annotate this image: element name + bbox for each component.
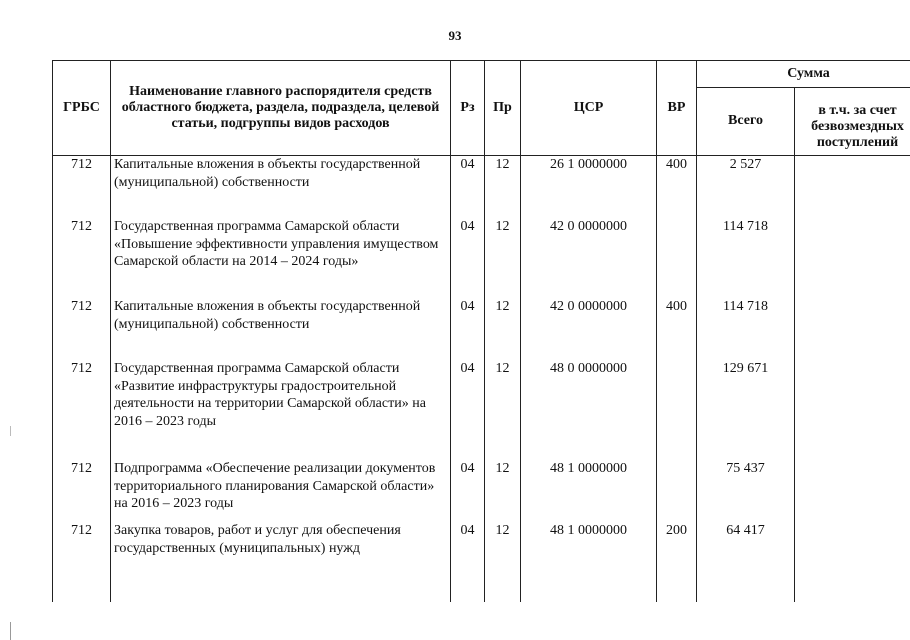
cell-rz: 04	[451, 218, 485, 298]
table-row	[53, 460, 910, 522]
table-header	[53, 61, 910, 156]
cell-free	[795, 360, 910, 460]
cell-vr: 400	[657, 156, 697, 219]
cell-csr: 48 0 0000000	[521, 360, 657, 460]
cell-pr: 12	[485, 460, 521, 522]
page-number: 93	[448, 28, 462, 43]
cell-grbs: 712	[53, 360, 111, 460]
cell-vr	[657, 360, 697, 460]
cell-free	[795, 298, 910, 360]
table-body	[53, 156, 910, 603]
cell-total: 114 718	[697, 218, 795, 298]
cell-grbs: 712	[53, 522, 111, 602]
header-rz: Рз	[451, 61, 485, 156]
cell-name: Государственная программа Самарской области «Повышение эффективности управления имуществом Самарской области на 2014 – 2024 годы»	[111, 218, 451, 298]
cell-vr: 400	[657, 298, 697, 360]
cell-pr: 12	[485, 156, 521, 219]
margin-mark	[10, 426, 11, 436]
cell-csr: 48 1 0000000	[521, 522, 657, 602]
table-row	[53, 522, 910, 602]
header-pr: Пр	[485, 61, 521, 156]
cell-name: Капитальные вложения в объекты государственной (муниципальной) собственности	[111, 298, 451, 360]
cell-csr: 42 0 0000000	[521, 298, 657, 360]
cell-csr: 48 1 0000000	[521, 460, 657, 522]
cell-total: 114 718	[697, 298, 795, 360]
cell-pr: 12	[485, 360, 521, 460]
cell-grbs: 712	[53, 156, 111, 219]
header-sum: Сумма	[697, 61, 910, 88]
cell-name: Государственная программа Самарской области «Развитие инфраструктуры градостроительной деятельности на территории Самарской области» на 2016 – 2023 годы	[111, 360, 451, 460]
cell-pr: 12	[485, 218, 521, 298]
cell-rz: 04	[451, 298, 485, 360]
cell-csr: 42 0 0000000	[521, 218, 657, 298]
margin-mark	[10, 622, 11, 640]
cell-total: 2 527	[697, 156, 795, 219]
cell-vr	[657, 460, 697, 522]
cell-pr: 12	[485, 298, 521, 360]
table-row	[53, 298, 910, 360]
cell-rz: 04	[451, 360, 485, 460]
header-name: Наименование главного распорядителя средств областного бюджета, раздела, подраздела, целевой статьи, подгруппы видов расходов	[111, 61, 451, 156]
cell-free	[795, 460, 910, 522]
budget-table	[52, 60, 910, 602]
cell-csr: 26 1 0000000	[521, 156, 657, 219]
cell-name: Закупка товаров, работ и услуг для обеспечения государственных (муниципальных) нужд	[111, 522, 451, 602]
header-free: в т.ч. за счет безвозмездных поступлений	[795, 88, 910, 156]
cell-vr: 200	[657, 522, 697, 602]
cell-vr	[657, 218, 697, 298]
table-row	[53, 156, 910, 219]
header-grbs: ГРБС	[53, 61, 111, 156]
cell-total: 129 671	[697, 360, 795, 460]
header-vr: ВР	[657, 61, 697, 156]
cell-total: 64 417	[697, 522, 795, 602]
cell-grbs: 712	[53, 298, 111, 360]
cell-pr: 12	[485, 522, 521, 602]
cell-total: 75 437	[697, 460, 795, 522]
cell-name: Подпрограмма «Обеспечение реализации документов территориального планирования Самарской области» на 2016 – 2023 годы	[111, 460, 451, 522]
cell-free	[795, 218, 910, 298]
table-row	[53, 360, 910, 460]
cell-grbs: 712	[53, 218, 111, 298]
cell-rz: 04	[451, 156, 485, 219]
cell-grbs: 712	[53, 460, 111, 522]
header-csr: ЦСР	[521, 61, 657, 156]
cell-name: Капитальные вложения в объекты государственной (муниципальной) собственности	[111, 156, 451, 219]
table-row	[53, 218, 910, 298]
cell-free	[795, 522, 910, 602]
cell-rz: 04	[451, 522, 485, 602]
cell-free	[795, 156, 910, 219]
header-total: Всего	[697, 88, 795, 156]
cell-rz: 04	[451, 460, 485, 522]
